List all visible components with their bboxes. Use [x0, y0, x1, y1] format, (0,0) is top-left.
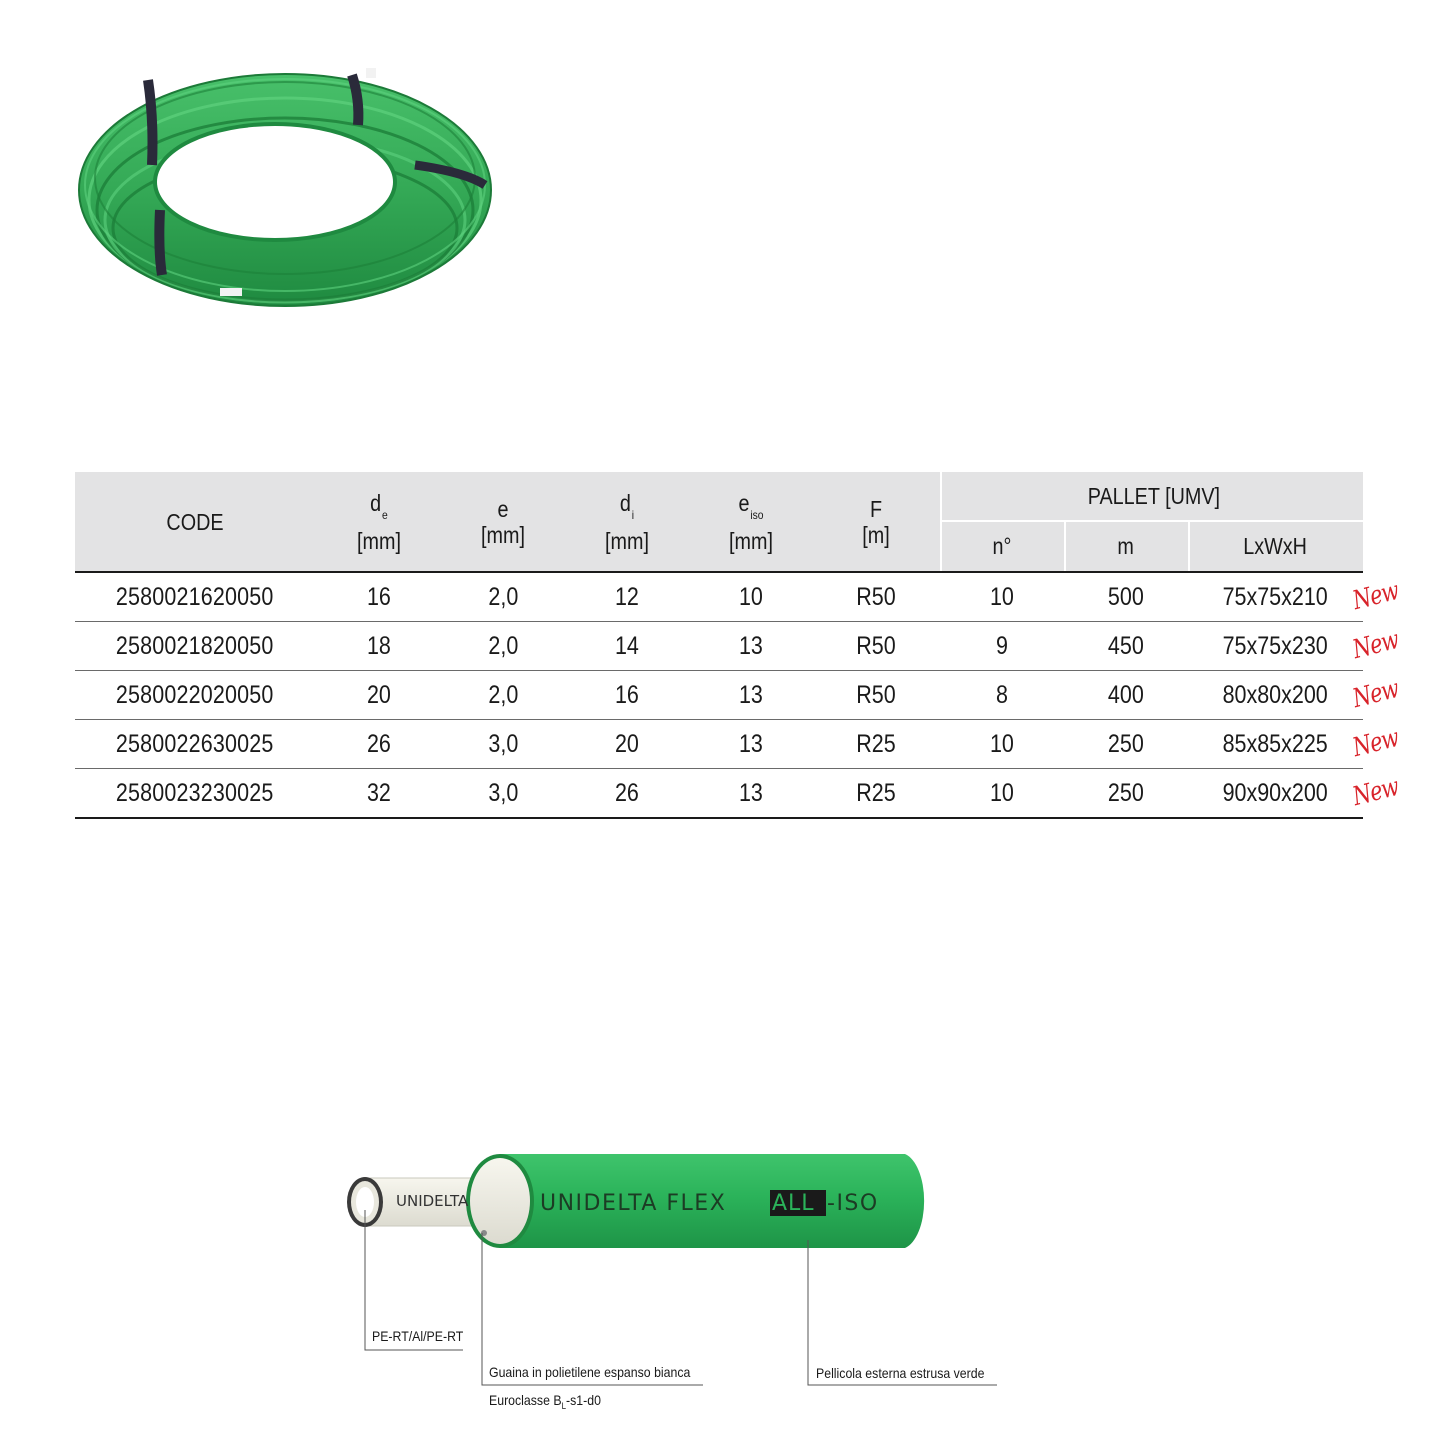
header-thickness: e [mm]: [481, 495, 525, 548]
label-euroclass: Euroclasse $B_L-s1-d0$: [489, 1392, 601, 1411]
header-pallet-count: n°: [992, 533, 1012, 559]
cell-eiso: 13: [739, 729, 763, 758]
product-table: [75, 472, 1402, 819]
header-inner-diameter: $d_i$ [mm]: [605, 489, 649, 554]
pipe-structure-diagram: [330, 1140, 1030, 1440]
cell-dims: 80x80x200: [1222, 680, 1329, 709]
cell-de: 26: [367, 729, 391, 758]
cell-f: R25: [856, 778, 896, 807]
cell-code: 2580023230025: [116, 778, 274, 807]
cell-e: 3,0: [488, 778, 518, 807]
new-badge: New: [1349, 771, 1402, 813]
cell-n: 8: [996, 680, 1008, 709]
cell-n: 10: [990, 729, 1014, 758]
cell-f: R50: [856, 680, 896, 709]
cell-dims: 90x90x200: [1222, 778, 1329, 807]
cell-dims: 75x75x210: [1222, 582, 1329, 611]
cell-code: 2580022020050: [116, 680, 274, 709]
new-badge: New: [1349, 673, 1402, 715]
cell-e: 2,0: [488, 680, 518, 709]
new-badge: New: [1349, 624, 1402, 666]
table-row: [75, 720, 1402, 769]
cell-eiso: 13: [739, 778, 763, 807]
header-code: CODE: [166, 508, 224, 535]
cell-di: 16: [615, 680, 639, 709]
header-format: F [m]: [862, 495, 890, 548]
header-insulation-thickness: $e_{iso}$ [mm]: [729, 489, 773, 554]
table-header: [75, 472, 1363, 573]
cell-eiso: 13: [739, 680, 763, 709]
cell-dims: 75x75x230: [1222, 631, 1329, 660]
table-row: [75, 769, 1402, 819]
cell-di: 26: [615, 778, 639, 807]
cell-eiso: 13: [739, 631, 763, 660]
cell-di: 14: [615, 631, 639, 660]
inner-pipe-print: UNIDELTA: [396, 1192, 469, 1210]
cell-m: 250: [1108, 729, 1144, 758]
cell-de: 32: [367, 778, 391, 807]
cell-code: 2580022630025: [116, 729, 274, 758]
cell-dims: 85x85x225: [1222, 729, 1329, 758]
outer-pipe-print-highlight: ALL: [772, 1191, 815, 1216]
outer-pipe-print: UNIDELTA FLEX: [540, 1191, 727, 1216]
cell-m: 450: [1108, 631, 1144, 660]
cell-n: 10: [990, 582, 1014, 611]
cell-m: 500: [1108, 582, 1144, 611]
cell-code: 2580021620050: [116, 582, 274, 611]
outer-pipe-print-suffix: -ISO: [827, 1191, 879, 1216]
table-row: [75, 622, 1402, 671]
header-pallet-meters: m: [1117, 533, 1135, 559]
header-outer-diameter: $d_e$ [mm]: [357, 489, 401, 554]
cell-e: 2,0: [488, 631, 518, 660]
cell-n: 10: [990, 778, 1014, 807]
pipe-coil-image: [70, 60, 510, 320]
cell-e: 3,0: [488, 729, 518, 758]
header-pallet-dimensions: LxWxH: [1243, 533, 1308, 559]
cell-m: 400: [1108, 680, 1144, 709]
cell-f: R25: [856, 729, 896, 758]
cell-f: R50: [856, 582, 896, 611]
cell-de: 18: [367, 631, 391, 660]
cell-code: 2580021820050: [116, 631, 274, 660]
cell-e: 2,0: [488, 582, 518, 611]
label-inner-layer: PE-RT/Al/PE-RT: [372, 1328, 464, 1344]
header-pallet: PALLET [UMV]: [940, 472, 1365, 522]
label-outer-film: Pellicola esterna estrusa verde: [816, 1365, 985, 1381]
cell-de: 16: [367, 582, 391, 611]
cell-n: 9: [996, 631, 1008, 660]
cell-de: 20: [367, 680, 391, 709]
new-badge: New: [1349, 575, 1402, 617]
table-row: [75, 573, 1402, 622]
cell-eiso: 10: [739, 582, 763, 611]
cell-di: 12: [615, 582, 639, 611]
cell-f: R50: [856, 631, 896, 660]
cell-m: 250: [1108, 778, 1144, 807]
label-foam-sheath: Guaina in polietilene espanso bianca: [489, 1364, 691, 1380]
table-row: [75, 671, 1402, 720]
cell-di: 20: [615, 729, 639, 758]
new-badge: New: [1349, 722, 1402, 764]
